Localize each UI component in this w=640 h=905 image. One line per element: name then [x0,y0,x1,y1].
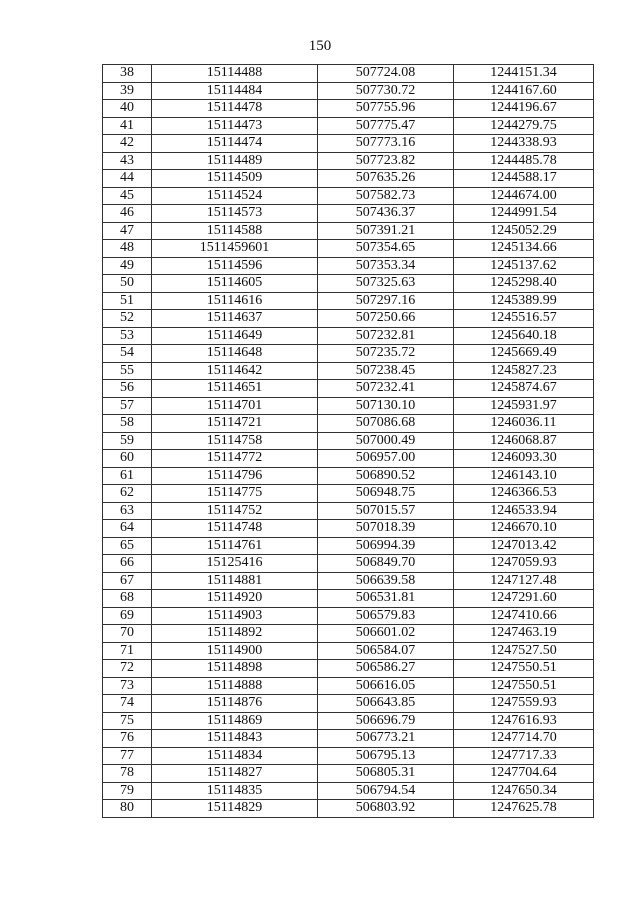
y-coordinate-cell: 1246068.87 [454,432,594,450]
table-row [103,310,594,328]
y-coordinate-cell: 1247410.66 [454,607,594,625]
point-id-cell: 15114827 [152,765,318,783]
x-coordinate-cell: 507015.57 [318,502,454,520]
point-id-cell: 15114772 [152,450,318,468]
row-number-cell: 54 [103,345,152,363]
y-coordinate-cell: 1245931.97 [454,397,594,415]
point-id-cell: 15114605 [152,275,318,293]
table-row [103,502,594,520]
page-number: 150 [308,38,332,54]
x-coordinate-cell: 506957.00 [318,450,454,468]
point-id-cell: 15114474 [152,135,318,153]
y-coordinate-cell: 1247559.93 [454,695,594,713]
point-id-cell: 15114484 [152,82,318,100]
y-coordinate-cell: 1246143.10 [454,467,594,485]
row-number-cell: 66 [103,555,152,573]
y-coordinate-cell: 1246036.11 [454,415,594,433]
table-row [103,660,594,678]
y-coordinate-cell: 1247127.48 [454,572,594,590]
row-number-cell: 80 [103,800,152,818]
y-coordinate-cell: 1244167.60 [454,82,594,100]
table-row [103,117,594,135]
y-coordinate-cell: 1246093.30 [454,450,594,468]
table-row [103,747,594,765]
row-number-cell: 49 [103,257,152,275]
y-coordinate-cell: 1244485.78 [454,152,594,170]
point-id-cell: 15114748 [152,520,318,538]
row-number-cell: 43 [103,152,152,170]
x-coordinate-cell: 506601.02 [318,625,454,643]
table-row [103,292,594,310]
y-coordinate-cell: 1247616.93 [454,712,594,730]
x-coordinate-cell: 506805.31 [318,765,454,783]
table-row [103,152,594,170]
x-coordinate-cell: 507723.82 [318,152,454,170]
y-coordinate-cell: 1244674.00 [454,187,594,205]
point-id-cell: 15114651 [152,380,318,398]
point-id-cell: 15114489 [152,152,318,170]
point-id-cell: 15114876 [152,695,318,713]
row-number-cell: 53 [103,327,152,345]
y-coordinate-cell: 1245134.66 [454,240,594,258]
y-coordinate-cell: 1245052.29 [454,222,594,240]
table-row [103,520,594,538]
point-id-cell: 15114898 [152,660,318,678]
y-coordinate-cell: 1247527.50 [454,642,594,660]
table-row [103,222,594,240]
x-coordinate-cell: 506584.07 [318,642,454,660]
point-id-cell: 15114616 [152,292,318,310]
point-id-cell: 15114869 [152,712,318,730]
row-number-cell: 44 [103,170,152,188]
row-number-cell: 51 [103,292,152,310]
x-coordinate-cell: 507724.08 [318,65,454,83]
x-coordinate-cell: 507755.96 [318,100,454,118]
row-number-cell: 70 [103,625,152,643]
coordinates-table-body [103,65,594,818]
row-number-cell: 56 [103,380,152,398]
table-row [103,362,594,380]
point-id-cell: 15114752 [152,502,318,520]
table-row [103,782,594,800]
point-id-cell: 15114478 [152,100,318,118]
row-number-cell: 40 [103,100,152,118]
y-coordinate-cell: 1247550.51 [454,660,594,678]
row-number-cell: 72 [103,660,152,678]
row-number-cell: 74 [103,695,152,713]
x-coordinate-cell: 507354.65 [318,240,454,258]
row-number-cell: 48 [103,240,152,258]
table-row [103,572,594,590]
x-coordinate-cell: 507391.21 [318,222,454,240]
x-coordinate-cell: 507238.45 [318,362,454,380]
x-coordinate-cell: 507325.63 [318,275,454,293]
point-id-cell: 15114903 [152,607,318,625]
row-number-cell: 63 [103,502,152,520]
x-coordinate-cell: 507773.16 [318,135,454,153]
x-coordinate-cell: 507250.66 [318,310,454,328]
y-coordinate-cell: 1246366.53 [454,485,594,503]
row-number-cell: 77 [103,747,152,765]
y-coordinate-cell: 1244151.34 [454,65,594,83]
row-number-cell: 61 [103,467,152,485]
row-number-cell: 64 [103,520,152,538]
table-row [103,380,594,398]
y-coordinate-cell: 1245516.57 [454,310,594,328]
point-id-cell: 1511459601 [152,240,318,258]
y-coordinate-cell: 1246533.94 [454,502,594,520]
x-coordinate-cell: 506643.85 [318,695,454,713]
point-id-cell: 15114796 [152,467,318,485]
row-number-cell: 55 [103,362,152,380]
point-id-cell: 15114637 [152,310,318,328]
point-id-cell: 15114835 [152,782,318,800]
x-coordinate-cell: 506616.05 [318,677,454,695]
x-coordinate-cell: 506579.83 [318,607,454,625]
row-number-cell: 73 [103,677,152,695]
y-coordinate-cell: 1245298.40 [454,275,594,293]
table-row [103,82,594,100]
y-coordinate-cell: 1245827.23 [454,362,594,380]
y-coordinate-cell: 1244196.67 [454,100,594,118]
y-coordinate-cell: 1247625.78 [454,800,594,818]
point-id-cell: 15114524 [152,187,318,205]
y-coordinate-cell: 1247013.42 [454,537,594,555]
table-row [103,555,594,573]
y-coordinate-cell: 1245389.99 [454,292,594,310]
x-coordinate-cell: 507730.72 [318,82,454,100]
table-row [103,240,594,258]
table-row [103,537,594,555]
coordinates-table [102,64,594,818]
row-number-cell: 38 [103,65,152,83]
row-number-cell: 62 [103,485,152,503]
row-number-cell: 75 [103,712,152,730]
row-number-cell: 57 [103,397,152,415]
x-coordinate-cell: 507775.47 [318,117,454,135]
x-coordinate-cell: 506890.52 [318,467,454,485]
table-row [103,712,594,730]
y-coordinate-cell: 1247463.19 [454,625,594,643]
x-coordinate-cell: 507353.34 [318,257,454,275]
point-id-cell: 15125416 [152,555,318,573]
y-coordinate-cell: 1247714.70 [454,730,594,748]
point-id-cell: 15114881 [152,572,318,590]
row-number-cell: 59 [103,432,152,450]
table-row [103,205,594,223]
y-coordinate-cell: 1247717.33 [454,747,594,765]
point-id-cell: 15114509 [152,170,318,188]
x-coordinate-cell: 506696.79 [318,712,454,730]
row-number-cell: 69 [103,607,152,625]
point-id-cell: 15114642 [152,362,318,380]
table-row [103,135,594,153]
x-coordinate-cell: 506794.54 [318,782,454,800]
table-row [103,485,594,503]
row-number-cell: 41 [103,117,152,135]
row-number-cell: 60 [103,450,152,468]
row-number-cell: 71 [103,642,152,660]
row-number-cell: 58 [103,415,152,433]
x-coordinate-cell: 506803.92 [318,800,454,818]
y-coordinate-cell: 1247650.34 [454,782,594,800]
y-coordinate-cell: 1245669.49 [454,345,594,363]
point-id-cell: 15114843 [152,730,318,748]
y-coordinate-cell: 1247704.64 [454,765,594,783]
point-id-cell: 15114649 [152,327,318,345]
row-number-cell: 47 [103,222,152,240]
table-row [103,275,594,293]
x-coordinate-cell: 506795.13 [318,747,454,765]
table-row [103,677,594,695]
x-coordinate-cell: 506531.81 [318,590,454,608]
table-row [103,590,594,608]
x-coordinate-cell: 507297.16 [318,292,454,310]
table-row [103,800,594,818]
x-coordinate-cell: 507232.41 [318,380,454,398]
point-id-cell: 15114648 [152,345,318,363]
y-coordinate-cell: 1247550.51 [454,677,594,695]
point-id-cell: 15114900 [152,642,318,660]
y-coordinate-cell: 1244588.17 [454,170,594,188]
table-row [103,65,594,83]
x-coordinate-cell: 506994.39 [318,537,454,555]
point-id-cell: 15114892 [152,625,318,643]
table-row [103,607,594,625]
point-id-cell: 15114829 [152,800,318,818]
y-coordinate-cell: 1244279.75 [454,117,594,135]
y-coordinate-cell: 1247291.60 [454,590,594,608]
point-id-cell: 15114488 [152,65,318,83]
table-row [103,432,594,450]
x-coordinate-cell: 506639.58 [318,572,454,590]
table-row [103,345,594,363]
row-number-cell: 68 [103,590,152,608]
table-row [103,730,594,748]
x-coordinate-cell: 506773.21 [318,730,454,748]
point-id-cell: 15114775 [152,485,318,503]
table-row [103,450,594,468]
row-number-cell: 78 [103,765,152,783]
point-id-cell: 15114721 [152,415,318,433]
x-coordinate-cell: 506586.27 [318,660,454,678]
point-id-cell: 15114888 [152,677,318,695]
y-coordinate-cell: 1244991.54 [454,205,594,223]
x-coordinate-cell: 507635.26 [318,170,454,188]
y-coordinate-cell: 1244338.93 [454,135,594,153]
row-number-cell: 79 [103,782,152,800]
row-number-cell: 45 [103,187,152,205]
row-number-cell: 52 [103,310,152,328]
row-number-cell: 76 [103,730,152,748]
y-coordinate-cell: 1247059.93 [454,555,594,573]
x-coordinate-cell: 507232.81 [318,327,454,345]
x-coordinate-cell: 507235.72 [318,345,454,363]
y-coordinate-cell: 1245640.18 [454,327,594,345]
x-coordinate-cell: 507436.37 [318,205,454,223]
row-number-cell: 39 [103,82,152,100]
y-coordinate-cell: 1246670.10 [454,520,594,538]
table-row [103,415,594,433]
point-id-cell: 15114701 [152,397,318,415]
point-id-cell: 15114920 [152,590,318,608]
x-coordinate-cell: 507000.49 [318,432,454,450]
table-row [103,695,594,713]
point-id-cell: 15114588 [152,222,318,240]
row-number-cell: 50 [103,275,152,293]
table-row [103,467,594,485]
point-id-cell: 15114573 [152,205,318,223]
x-coordinate-cell: 506849.70 [318,555,454,573]
table-row [103,257,594,275]
x-coordinate-cell: 507086.68 [318,415,454,433]
x-coordinate-cell: 507582.73 [318,187,454,205]
point-id-cell: 15114758 [152,432,318,450]
x-coordinate-cell: 506948.75 [318,485,454,503]
y-coordinate-cell: 1245137.62 [454,257,594,275]
table-row [103,397,594,415]
row-number-cell: 46 [103,205,152,223]
table-row [103,327,594,345]
point-id-cell: 15114834 [152,747,318,765]
row-number-cell: 42 [103,135,152,153]
point-id-cell: 15114596 [152,257,318,275]
x-coordinate-cell: 507018.39 [318,520,454,538]
table-row [103,187,594,205]
x-coordinate-cell: 507130.10 [318,397,454,415]
table-row [103,642,594,660]
row-number-cell: 67 [103,572,152,590]
point-id-cell: 15114473 [152,117,318,135]
table-row [103,765,594,783]
point-id-cell: 15114761 [152,537,318,555]
table-row [103,170,594,188]
table-row [103,100,594,118]
table-row [103,625,594,643]
row-number-cell: 65 [103,537,152,555]
y-coordinate-cell: 1245874.67 [454,380,594,398]
